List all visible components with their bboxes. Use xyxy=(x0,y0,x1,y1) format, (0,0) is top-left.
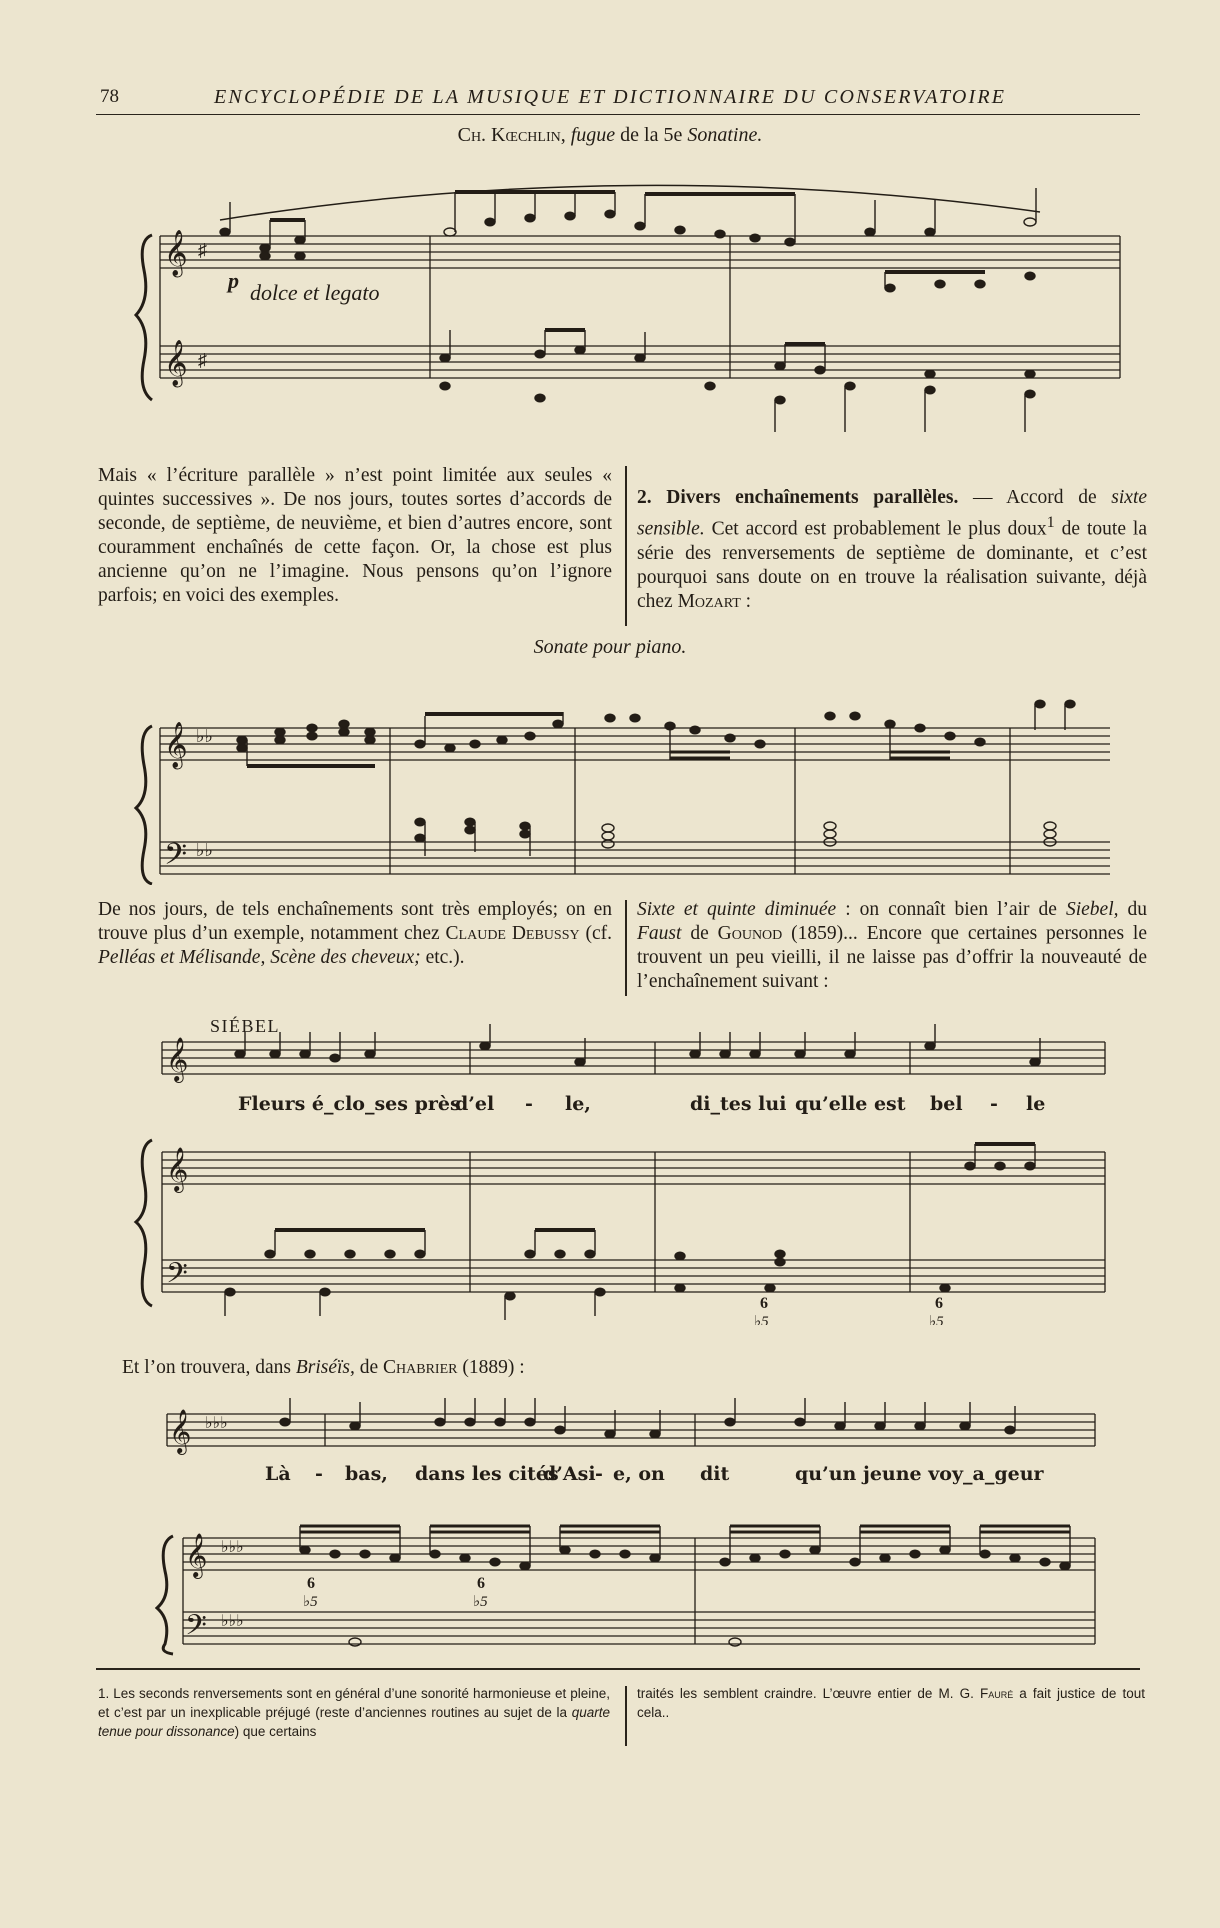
paragraph-text: : xyxy=(740,590,752,612)
caption-author: Ch. Kœchlin, xyxy=(457,124,566,146)
paragraph-text: (1859)... Encore que certaines personnes le trouvent un peu vieilli, il ne laisse pas d’offrir la nouveauté de l’enchaînement suivant : xyxy=(637,923,1148,992)
lyric-syllable: - xyxy=(525,1093,533,1115)
lyric-syllable: bas, xyxy=(345,1463,388,1485)
footnote-ref: 1 xyxy=(1046,513,1055,531)
composer-name: Mozart xyxy=(677,590,741,612)
key-signature: ♭♭ xyxy=(196,840,213,860)
lyric-syllable: d’el xyxy=(455,1093,495,1115)
figured-bass: ♭5 xyxy=(929,1314,944,1325)
paragraph-text: — Accord de xyxy=(958,487,1112,508)
composer-name: Claude Debussy xyxy=(445,923,580,944)
paragraph-text: Et l’on trouvera, dans xyxy=(122,1357,296,1378)
lyric-syllable: - xyxy=(595,1463,603,1485)
key-signature: ♭♭♭ xyxy=(221,1613,244,1630)
dynamic-marking: p xyxy=(228,268,239,293)
bass-clef: 𝄢 xyxy=(164,838,188,878)
footnote-right xyxy=(637,1684,1145,1722)
caption-mid: de la xyxy=(620,124,659,146)
bass-clef: 𝄢 xyxy=(185,1611,207,1648)
work-title: Faust xyxy=(637,923,682,944)
figured-bass: ♭5 xyxy=(473,1594,488,1610)
figured-bass: 6 xyxy=(935,1295,943,1312)
lyric-syllable: e, on xyxy=(613,1463,665,1485)
lyric-syllable: di_tes lui xyxy=(690,1093,787,1115)
lyric-syllable: qu’un jeune voy_a_geur xyxy=(795,1463,1044,1485)
figured-bass: ♭5 xyxy=(754,1314,769,1325)
paragraph-text: du xyxy=(1118,899,1147,920)
lyric-syllable: le xyxy=(1026,1093,1046,1115)
lyric-syllable: d’Asi xyxy=(543,1463,596,1485)
key-signature: ♯ xyxy=(198,240,207,260)
lyric-syllable: dit xyxy=(700,1463,730,1485)
example1-caption xyxy=(310,124,910,147)
score-example-3 xyxy=(130,1010,1130,1325)
caption-number: 5e xyxy=(663,124,683,146)
emphasis-text: quarte tenue pour dissonance xyxy=(98,1705,610,1739)
score-example-1 xyxy=(130,160,1130,460)
work-title: Siebel, xyxy=(1065,899,1119,920)
section-heading: 2. Divers enchaînements parallèles. xyxy=(637,487,959,508)
lyric-syllable: le, xyxy=(565,1093,591,1115)
running-title: ENCYCLOPÉDIE DE LA MUSIQUE ET DICTIONNAIRE DU CONSERVATOIRE xyxy=(214,86,1007,108)
treble-clef: 𝄞 xyxy=(169,1411,192,1453)
footnote-text: 1. Les seconds renversements sont en général d’une sonorité harmonieuse et pleine, et c’est par un inexplicable préjugé (reste d’anciennes routines au sujet de la xyxy=(98,1686,610,1720)
lyric-syllable: Là xyxy=(265,1463,291,1485)
paragraph-text: De nos jours, de tels enchaînements sont très employés; on en trouve plus d’un exemple, notamment chez xyxy=(98,899,612,944)
caption-work: fugue xyxy=(570,124,616,146)
paragraph-text: de toute la série des renversements de septième de dominante, et c’est pourquoi sans doute on en trouve la réalisation suivante, déjà chez xyxy=(637,518,1147,612)
example2-caption: Sonate pour piano. xyxy=(533,636,687,658)
treble-clef: 𝄞 xyxy=(166,1149,189,1191)
paragraph-text: : on connaît bien l’air de xyxy=(836,899,1066,920)
footnote-left xyxy=(98,1684,610,1741)
composer-name: Fauré xyxy=(979,1686,1014,1701)
paragraph-parallel-writing xyxy=(98,464,612,608)
paragraph-text: Mais « l’écriture parallèle » n’est point limitée aux seules « quintes successives ». De nos jours, toutes sortes d’accords de seconde, de septième, de neuvième, et bien d’autres encore, sont couramment enchaînés de cette façon. Or, la chose est plus ancienne qu’on ne l’imagine. Nous pensons qu’on l’ignore parfois; en voici des exemples. xyxy=(98,465,612,606)
paragraph-text: (1889) : xyxy=(457,1357,525,1378)
treble-clef: 𝄞 xyxy=(164,722,188,767)
lyric-syllable: qu’elle est xyxy=(795,1093,906,1115)
column-divider xyxy=(625,900,627,996)
lyric-syllable: Fleurs é_clo_ses près xyxy=(238,1093,461,1115)
footnote-text: a fait justice de tout cela.. xyxy=(637,1686,1145,1720)
column-divider xyxy=(625,466,627,626)
expression-marking: dolce et legato xyxy=(250,280,380,305)
lyric-syllable: - xyxy=(315,1463,323,1485)
emphasis-text: sixte sensible. xyxy=(637,487,1148,540)
paragraph-gounod xyxy=(637,898,1147,994)
score-example-2 xyxy=(130,670,1130,885)
paragraph-text: etc.). xyxy=(420,947,465,968)
footnote-text: ) que certains xyxy=(234,1724,317,1739)
paragraph-sixte-sensible xyxy=(637,486,1147,614)
emphasis-text: Sixte et quinte diminuée xyxy=(637,899,837,920)
figured-bass: 6 xyxy=(760,1295,768,1312)
footnote-rule xyxy=(96,1668,1140,1670)
caption-title: Sonatine. xyxy=(687,124,763,146)
figured-bass: ♭5 xyxy=(303,1594,318,1610)
key-signature: ♭♭♭ xyxy=(221,1539,244,1556)
paragraph-chabrier xyxy=(122,1356,822,1380)
running-header xyxy=(96,84,1140,115)
lyric-syllable: bel xyxy=(930,1093,963,1115)
treble-clef: 𝄞 xyxy=(166,1039,189,1081)
paragraph-text: (cf. xyxy=(579,923,612,944)
figured-bass: 6 xyxy=(477,1575,485,1592)
paragraph-text: de xyxy=(681,923,718,944)
work-title: Pelléas et Mélisande, Scène des cheveux; xyxy=(98,947,421,968)
key-signature: ♯ xyxy=(198,350,207,370)
composer-name: Gounod xyxy=(717,923,783,944)
treble-clef: 𝄞 xyxy=(164,230,188,275)
treble-clef: 𝄞 xyxy=(185,1535,208,1577)
key-signature: ♭♭♭ xyxy=(205,1415,228,1432)
paragraph-text: de xyxy=(354,1357,384,1378)
lyric-syllable: dans les cités xyxy=(415,1463,559,1485)
voice-name: SIÉBEL xyxy=(210,1016,280,1036)
treble-clef: 𝄞 xyxy=(164,340,188,385)
footnote-text: traités les semblent craindre. L’œuvre entier de M. G. xyxy=(637,1686,980,1701)
paragraph-debussy xyxy=(98,898,612,970)
composer-name: Chabrier xyxy=(383,1357,458,1378)
key-signature: ♭♭ xyxy=(196,726,213,746)
bass-clef: 𝄢 xyxy=(166,1259,188,1296)
score-example-4 xyxy=(155,1386,1130,1656)
work-title: Briséïs, xyxy=(295,1357,355,1378)
figured-bass: 6 xyxy=(307,1575,315,1592)
column-divider xyxy=(625,1686,627,1746)
page-number: 78 xyxy=(100,86,119,107)
lyric-syllable: - xyxy=(990,1093,998,1115)
paragraph-text: Cet accord est probablement le plus doux xyxy=(704,518,1047,540)
